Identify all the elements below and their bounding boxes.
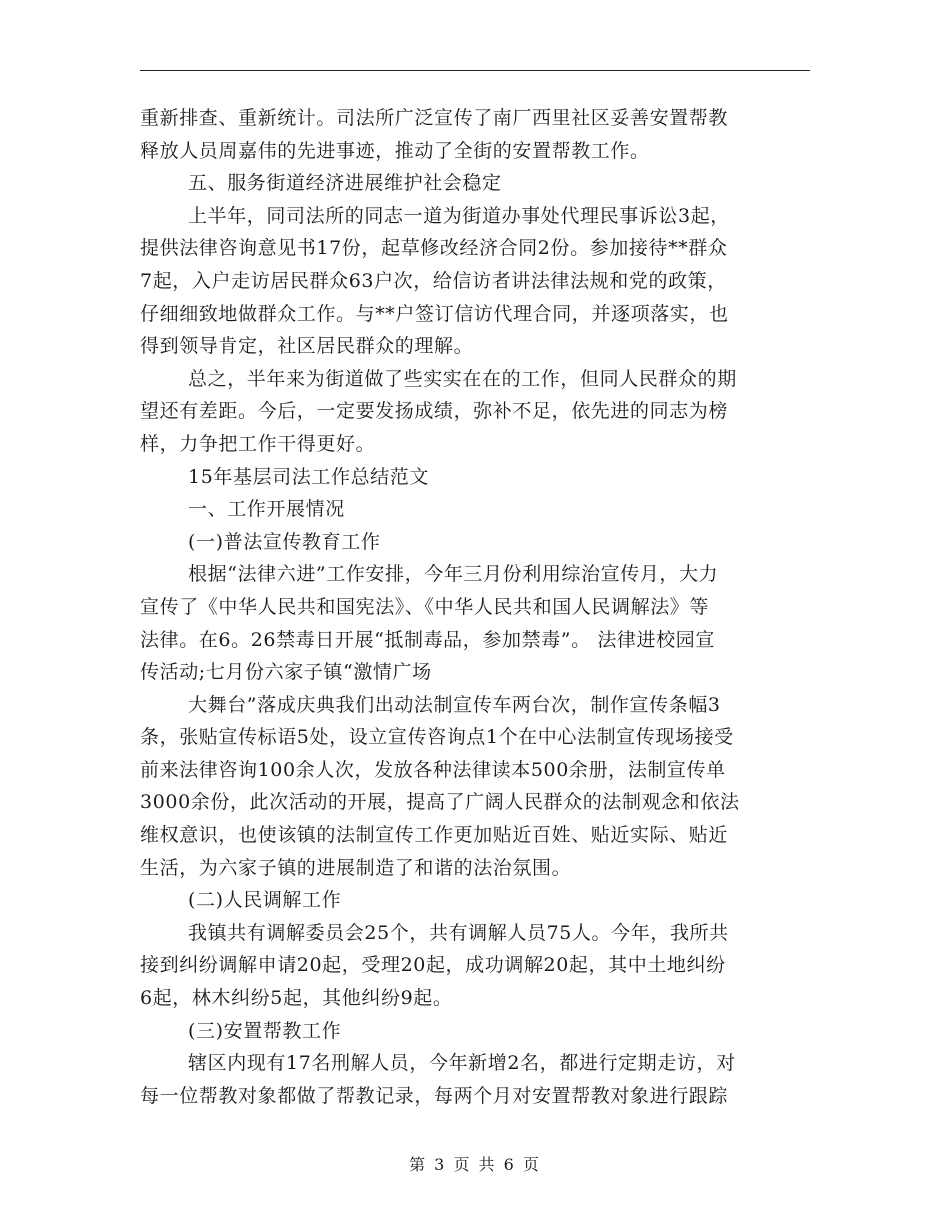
text-line: 法律。在6。26禁毒日开展“抵制毒品，参加禁毒”。 法律进校园宣	[140, 628, 715, 651]
text-line: (一)普法宣传教育工作	[188, 530, 381, 553]
text-line: 一、工作开展情况	[188, 498, 345, 521]
text-line: 6起，林木纠纷5起，其他纠纷9起。	[140, 987, 453, 1010]
text-line: 宣传了《中华人民共和国宪法》、《中华人民共和国人民调解法》等	[140, 595, 710, 618]
text-line: 维权意识，也使该镇的法制宣传工作更加贴近百姓、贴近实际、贴近	[140, 824, 729, 847]
page-number: 第 3 页 共 6 页	[409, 1155, 541, 1174]
text-line: 重新排查、重新统计。司法所广泛宣传了南厂西里社区妥善安置帮教	[140, 107, 729, 129]
header-rule	[140, 70, 810, 71]
text-line: 提供法律咨询意见书17份，起草修改经济合同2份。参加接待**群众	[140, 237, 728, 260]
text-line: 望还有差距。今后，一定要发扬成绩，弥补不足，依先进的同志为榜	[140, 400, 729, 423]
text-line: 前来法律咨询100余人次，发放各种法律读本500余册，法制宣传单	[140, 758, 726, 781]
text-line: 大舞台”落成庆典我们出动法制宣传车两台次，制作宣传条幅3	[188, 693, 721, 716]
text-line: 3000余份，此次活动的开展，提高了广阔人民群众的法制观念和依法	[140, 791, 740, 814]
text-line: 根据“法律六进”工作安排，今年三月份利用综治宣传月，大力	[188, 563, 719, 586]
text-line: 仔细细致地做群众工作。与**户签订信访代理合同，并逐项落实，也	[140, 302, 729, 325]
text-line: 总之，半年来为街道做了些实实在在的工作，但同人民群众的期	[188, 367, 737, 390]
text-line: 辖区内现有17名刑解人员，今年新增2名，都进行定期走访，对	[188, 1052, 736, 1075]
text-line: 接到纠纷调解申请20起，受理20起，成功调解20起，其中土地纠纷	[140, 954, 726, 977]
text-line: 得到领导肯定，社区居民群众的理解。	[140, 335, 474, 358]
text-line: 上半年，同司法所的同志一道为街道办事处代理民事诉讼3起，	[188, 204, 730, 227]
document-body	[140, 102, 810, 1112]
text-line: 释放人员周嘉伟的先进事迹，推动了全街的安置帮教工作。	[140, 139, 650, 162]
text-line: 五、服务街道经济进展维护社会稳定	[188, 172, 502, 195]
text-line: 15年基层司法工作总结范文	[188, 465, 429, 488]
text-line: (二)人民调解工作	[188, 889, 342, 912]
text-line: 传活动;七月份六家子镇“激情广场	[140, 661, 432, 684]
text-line: 7起，入户走访居民群众63户次，给信访者讲法律法规和党的政策，	[140, 269, 727, 292]
text-line: 我镇共有调解委员会25个，共有调解人员75人。今年，我所共	[188, 921, 729, 944]
text-line: (三)安置帮教工作	[188, 1019, 342, 1042]
text-line: 每一位帮教对象都做了帮教记录，每两个月对安置帮教对象进行跟踪	[140, 1084, 729, 1107]
text-line: 生活，为六家子镇的进展制造了和谐的法治氛围。	[140, 856, 572, 879]
text-line: 样，力争把工作干得更好。	[140, 432, 376, 455]
text-line: 条，张贴宣传标语5处，设立宣传咨询点1个在中心法制宣传现场接受	[140, 726, 734, 749]
